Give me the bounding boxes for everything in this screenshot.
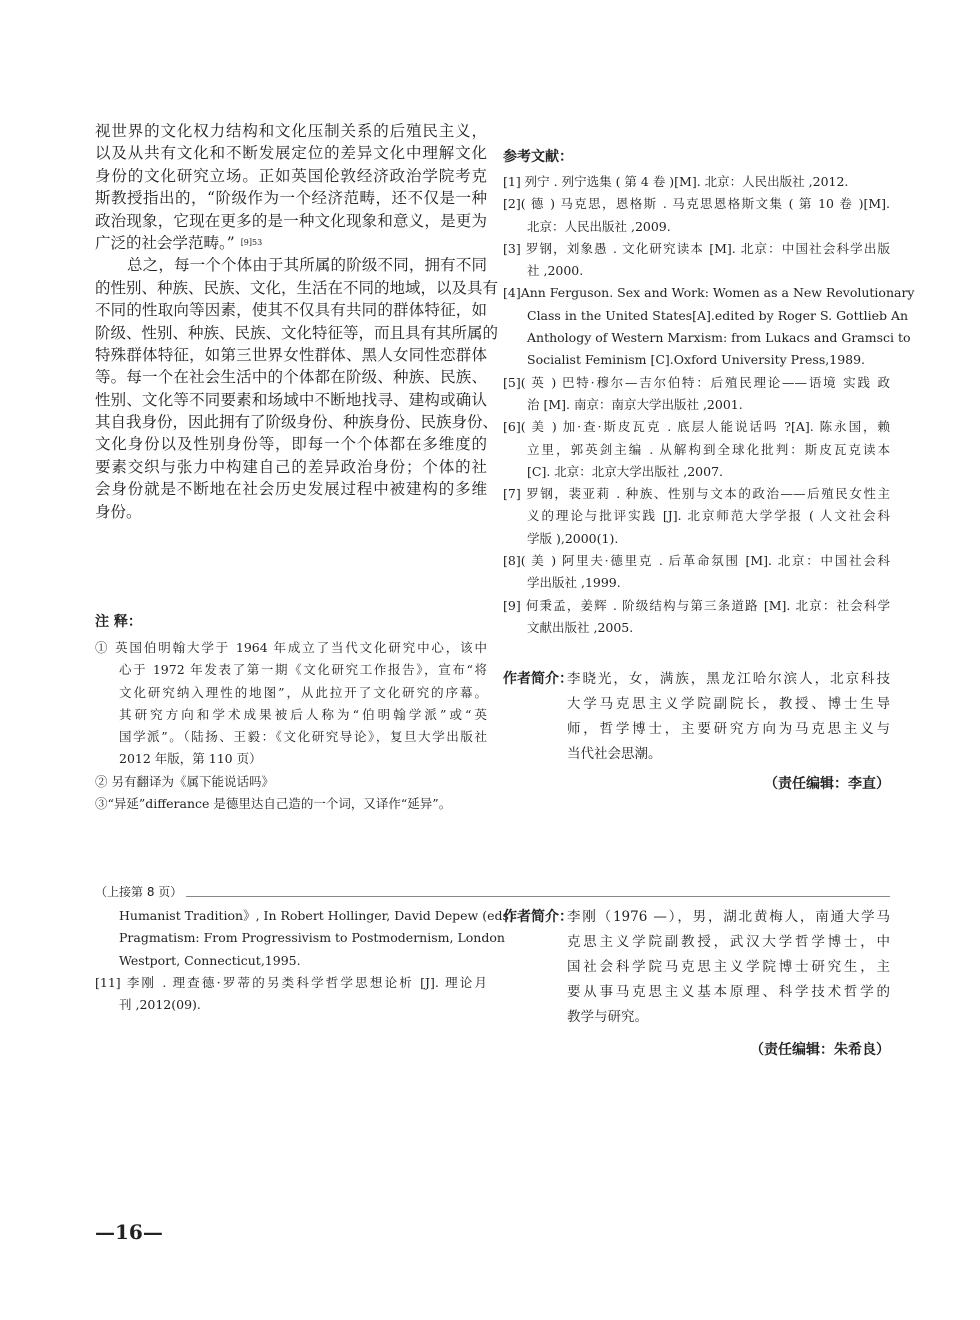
text-line: 特殊群体特征，如第三世界女性群体、黑人女同性恋群体: [95, 345, 487, 364]
bio-line: 要从事马克思主义基本原理、科学技术哲学的: [567, 984, 890, 1000]
text-line: 总之，每一个个体由于其所属的阶级不同，拥有不同: [127, 256, 487, 275]
text-line: 其自我身份，因此拥有了阶级身份、种族身份、民族身份、: [95, 413, 499, 432]
notes-heading: 注 释：: [95, 614, 142, 630]
entry-line: ② 另有翻译为《属下能说话吗》: [95, 773, 274, 789]
text-line: 会身份就是不断地在社会历史发展过程中被建构的多维: [95, 480, 487, 499]
entry-line: [1] 列宁 . 列宁选集 ( 第 4 卷 )[M]. 北京：人民出版社 ,2012.: [503, 174, 849, 189]
entry-line: [2]( 德 ) 马克思，恩格斯 . 马克思恩格斯文集 ( 第 10 卷 )[M].: [503, 196, 890, 212]
entry-line: 心于 1972 年发表了第一期《文化研究工作报告》，宣布“将: [119, 662, 487, 678]
author-bio-1: [503, 667, 890, 807]
entry-line: 2012 年版，第 110 页）: [119, 751, 262, 767]
responsible-editor: （责任编辑：朱希良）: [750, 1042, 890, 1058]
references-section: [503, 146, 915, 639]
entry-line: Humanist Tradition》, In Robert Hollinger, David Depew (eds): [119, 908, 514, 923]
bio-line: 大学马克思主义学院副院长，教授、博士生导: [567, 696, 890, 712]
entry-line: [11] 李刚 . 理查德·罗蒂的另类科学哲学思想论析 [J]. 理论月: [95, 974, 487, 990]
entry-line: 文献出版社 ,2005.: [527, 619, 634, 635]
entry-line: ③“异延”differance 是德里达自己造的一个词，又译作“延异”。: [95, 796, 452, 812]
text-line: 阶级、性别、种族、民族、文化特征等，而且具有其所属的: [95, 323, 499, 342]
entry-line: 其研究方向和学术成果被后人称为“伯明翰学派”或“英: [119, 706, 487, 722]
bio-line: 李刚（1976 —），男，湖北黄梅人，南通大学马: [567, 909, 890, 925]
bio-line: 李晓光，女，满族，黑龙江哈尔滨人，北京科技: [567, 671, 890, 687]
author-bio-text: [567, 905, 890, 1030]
entry-line: 义的理论与批评实践 [J]. 北京师范大学学报 ( 人文社会科: [527, 508, 890, 524]
section-divider: [95, 896, 890, 897]
entry-line: 国学派”。（陆扬、王毅：《文化研究导论》，复旦大学出版社: [119, 729, 487, 745]
entry-line: Westport, Connecticut,1995.: [119, 952, 301, 968]
entry-line: Pragmatism: From Progressivism to Postmodernism, London: [119, 930, 505, 946]
text-line: 以及从共有文化和不断发展定位的差异文化中理解文化: [95, 144, 487, 163]
entry-line: [9] 何秉孟，姜辉 . 阶级结构与第三条道路 [M]. 北京：社会科学: [503, 597, 890, 613]
text-line: 政治现象，它现在更多的是一种文化现象和意义，是更为: [95, 211, 487, 230]
entry-line: 学出版社 ,1999.: [527, 575, 621, 591]
entry-line: Anthology of Western Marxism: from Lukacs and Gramsci to: [527, 330, 911, 346]
author-bio-label: 作者简介：: [503, 671, 573, 687]
entry-line: 学版 ),2000(1).: [527, 530, 619, 546]
entry-line: [8]( 美 ) 阿里夫·德里克 . 后革命氛围 [M]. 北京：中国社会科: [503, 553, 890, 569]
entry-line: [4]Ann Ferguson. Sex and Work: Women as a New Revolutionary: [503, 285, 915, 301]
entry-line: [5]( 英 ) 巴特·穆尔—吉尔伯特：后殖民理论——语境 实践 政: [503, 374, 890, 390]
text-line: 要素交织与张力中构建自己的差异政治身份；个体的社: [95, 457, 487, 476]
entry-line: Socialist Feminism [C].Oxford University Press,1989.: [527, 352, 866, 368]
entry-line: 文化研究纳入理性的地图”，从此拉开了文化研究的序幕。: [119, 684, 487, 700]
text-line: 广泛的社会学范畴。” $^{[9]53}$: [95, 233, 263, 252]
text-line: 的性别、种族、民族、文化，生活在不同的地域，以及具有: [95, 278, 499, 297]
bio-line: 当代社会思潮。: [567, 746, 662, 762]
notes-list: [95, 637, 487, 815]
text-line: 不同的性取向等因素，使其不仅具有共同的群体特征，如: [95, 301, 487, 320]
entry-line: 社 ,2000.: [527, 263, 584, 279]
bio-line: 教学与研究。: [567, 1009, 648, 1025]
text-line: 身份。: [95, 502, 142, 521]
entry-line: 立里，郭英剑主编 . 从解构到全球化批判：斯皮瓦克读本: [527, 441, 890, 457]
author-bio-label: 作者简介：: [503, 909, 573, 925]
text-line: 身份的文化研究立场。正如英国伦敦经济政治学院考克: [95, 166, 487, 185]
entry-line: [3] 罗钢，刘象愚 . 文化研究读本 [M]. 北京：中国社会科学出版: [503, 240, 890, 256]
entry-line: [7] 罗钢，裴亚莉 . 种族、性别与文本的政治——后殖民女性主: [503, 486, 890, 502]
page-number: —16—: [95, 1220, 163, 1244]
entry-line: [C]. 北京：北京大学出版社 ,2007.: [527, 463, 723, 479]
bio-line: 克思主义学院副教授，武汉大学哲学博士，中: [567, 934, 890, 950]
continued-from-label: （上接第 8 页）: [95, 883, 186, 900]
entry-line: Class in the United States[A].edited by Roger S. Gottlieb An: [527, 307, 909, 323]
text-line: 斯教授指出的，“阶级作为一个经济范畴，还不仅是一种: [95, 189, 487, 208]
author-bio-text: [567, 667, 890, 767]
author-bio-2: [503, 905, 890, 1075]
entry-line: [6]( 美 ) 加·查·斯皮瓦克 . 底层人能说话吗 ?[A]. 陈永国，赖: [503, 419, 890, 435]
continued-references: [95, 905, 514, 1016]
bio-line: 师，哲学博士，主要研究方向为马克思主义与: [567, 721, 890, 737]
text-line: 等。每一个在社会生活中的个体都在阶级、种族、民族、: [95, 368, 487, 387]
text-line: 文化身份以及性别身份等，即每一个个体都在多维度的: [95, 435, 487, 454]
references-list: [503, 171, 915, 639]
citation-superscript: [9]53: [240, 237, 263, 247]
responsible-editor: （责任编辑：李直）: [764, 776, 890, 792]
entry-line: 治 [M]. 南京：南京大学出版社 ,2001.: [527, 396, 743, 412]
notes-section: [95, 611, 487, 815]
text-line: 性别、文化等不同要素和场域中不断地找寻、建构或确认: [95, 390, 487, 409]
entry-line: 刊 ,2012(09).: [119, 997, 201, 1013]
references-heading: 参考文献：: [503, 149, 573, 165]
bio-line: 国社会科学院马克思主义学院博士研究生，主: [567, 959, 890, 975]
entry-line: 北京：人民出版社 ,2009.: [527, 218, 671, 234]
entry-line: ① 英国伯明翰大学于 1964 年成立了当代文化研究中心，该中: [95, 640, 487, 655]
text-line: 视世界的文化权力结构和文化压制关系的后殖民主义，: [95, 122, 487, 140]
body-text: [95, 120, 499, 523]
